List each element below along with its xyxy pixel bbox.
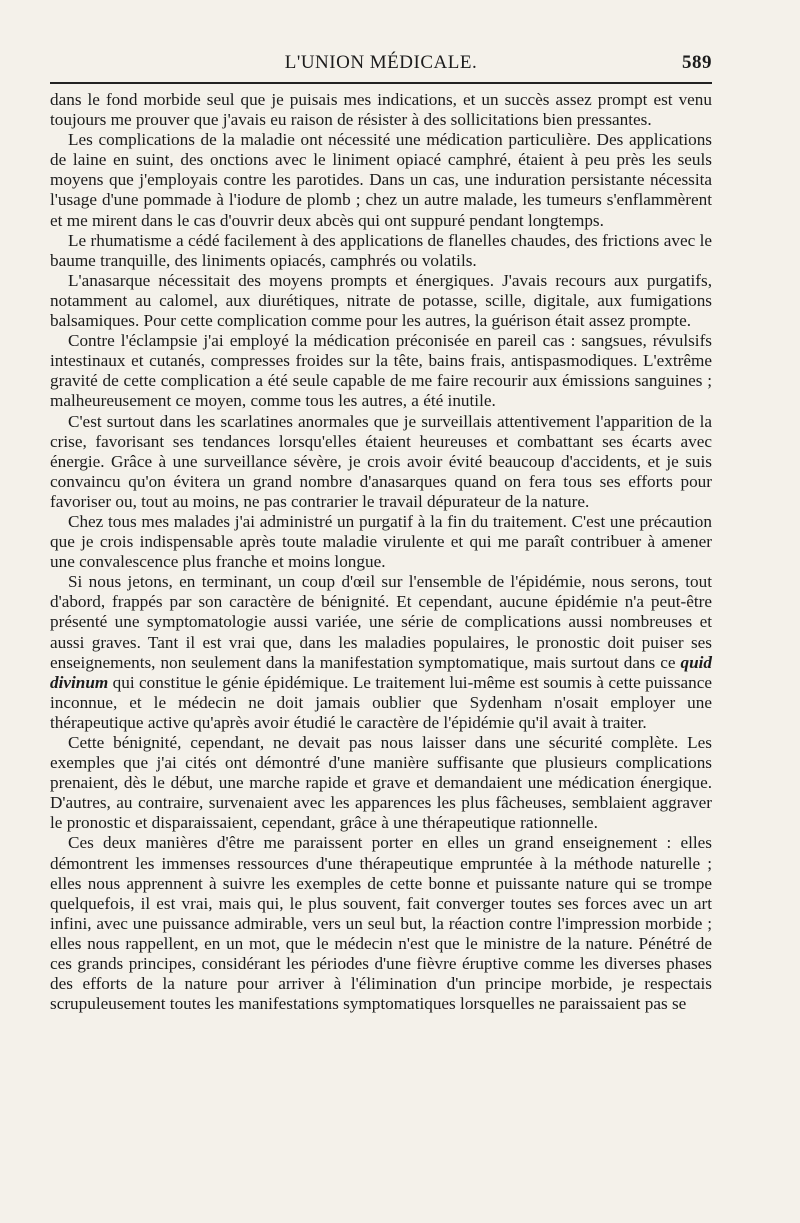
paragraph-9: Cette bénignité, cependant, ne devait pas nous laisser dans une sécurité complète. Les exemples que j'ai cités ont démontré d'une manière suffisante que plusieurs complications prenaient, dès le début, une marche rapide et grave et demandaient une médication énergique. D'autres, au contraire, survenaient avec les apparences les plus fâcheuses, semblaient aggraver le pronostic et disparaissaient, cependant, grâce à une thérapeutique rationnelle. (50, 733, 712, 833)
article-body (50, 90, 712, 1014)
page-number: 589 (682, 52, 712, 73)
paragraph-5: Contre l'éclampsie j'ai employé la médication préconisée en pareil cas : sangsues, révulsifs intestinaux et cutanés, compresses froides sur la tête, bains frais, antispasmodiques. L'extrême gravité de cette complication a été seule capable de me faire recourir aux émissions sanguines ; malheureusement ce moyen, comme tous les autres, a été inutile. (50, 331, 712, 411)
paragraph-3: Le rhumatisme a cédé facilement à des applications de flanelles chaudes, des frictions avec le baume tranquille, des liniments opiacés, camphrés ou volatils. (50, 230, 712, 270)
paragraph-8 (50, 572, 712, 733)
quid-divinum-italic: quid divinum (50, 652, 712, 692)
paragraph-8-text-before: Si nous jetons, en terminant, un coup d'œil sur l'ensemble de l'épidémie, nous serons, tout d'abord, frappés par son caractère de bénignité. Et cependant, aucune épidémie n'a peut-être présenté une symptomatologie aussi variée, une série de complications aussi nombreuses et aussi graves. Tant il est vrai que, dans les maladies populaires, le pronostic doit puiser ses enseignements, non seulement dans la manifestation symptomatique, mais surtout dans ce (50, 572, 712, 672)
paragraph-2: Les complications de la maladie ont nécessité une médication particulière. Des applications de laine en suint, des onctions avec le liniment opiacé camphré, étaient à peu près les seuls moyens que j'employais contre les parotides. Dans un cas, une induration persistante nécessita l'usage d'une pommade à l'iodure de plomb ; chez un autre malade, les tumeurs s'enflammèrent et me mirent dans le cas d'ouvrir deux abcès qui ont suppuré pendant longtemps. (50, 130, 712, 230)
paragraph-10: Ces deux manières d'être me paraissent porter en elles un grand enseignement : elles démontrent les immenses ressources d'une thérapeutique empruntée à la méthode naturelle ; elles nous apprennent à suivre les exemples de cette bonne et puissante nature qui se trompe quelquefois, il est vrai, mais qui, le plus souvent, fait converger toutes ses forces avec un art infini, avec une puissance admirable, vers un seul but, la réaction contre l'impression morbide ; elles nous rappellent, en un mot, que le médecin n'est que le ministre de la nature. Pénétré de ces grands principes, considérant les périodes d'une fièvre éruptive comme les diverses phases des efforts de la nature pour arriver à l'élimination d'un principe morbide, je respectais scrupuleusement toutes les manifestations symptomatiques lorsquelles ne paraissaient pas se (50, 833, 712, 1014)
header-rule (50, 82, 712, 84)
paragraph-1: dans le fond morbide seul que je puisais mes indications, et un succès assez prompt est venu toujours me prouver que j'avais eu raison de résister à des sollicitations bien pressantes. (50, 90, 712, 130)
paragraph-4: L'anasarque nécessitait des moyens prompts et énergiques. J'avais recours aux purgatifs, notamment au calomel, aux diurétiques, nitrate de potasse, scille, digitale, aux fumigations balsamiques. Pour cette complication comme pour les autres, la guérison était assez prompte. (50, 270, 712, 331)
running-header (50, 52, 712, 78)
paragraph-7: Chez tous mes malades j'ai administré un purgatif à la fin du traitement. C'est une précaution que je crois indispensable après toute maladie virulente et qui me paraît contribuer à amener une convalescence plus franche et moins longue. (50, 511, 712, 572)
paragraph-6: C'est surtout dans les scarlatines anormales que je surveillais attentivement l'apparition de la crise, favorisant ses tendances lorsqu'elles étaient heureuses et combattant ses écarts avec énergie. Grâce à une surveillance sévère, je crois avoir évité beaucoup d'accidents, et je suis convaincu qu'on évitera un grand nombre d'anasarques quand on fera tous ses efforts pour favoriser ou, tout au moins, ne pas contrarier le travail dépurateur de la nature. (50, 411, 712, 511)
paragraph-8-text-after: qui constitue le génie épidémique. Le traitement lui-même est soumis à cette puissance inconnue, et le médecin ne doit jamais oublier que Sydenham n'osait employer une thérapeutique active qu'après avoir étudié le caractère de l'épidémie qu'il avait à traiter. (50, 672, 712, 732)
journal-title: L'UNION MÉDICALE. (284, 52, 478, 73)
